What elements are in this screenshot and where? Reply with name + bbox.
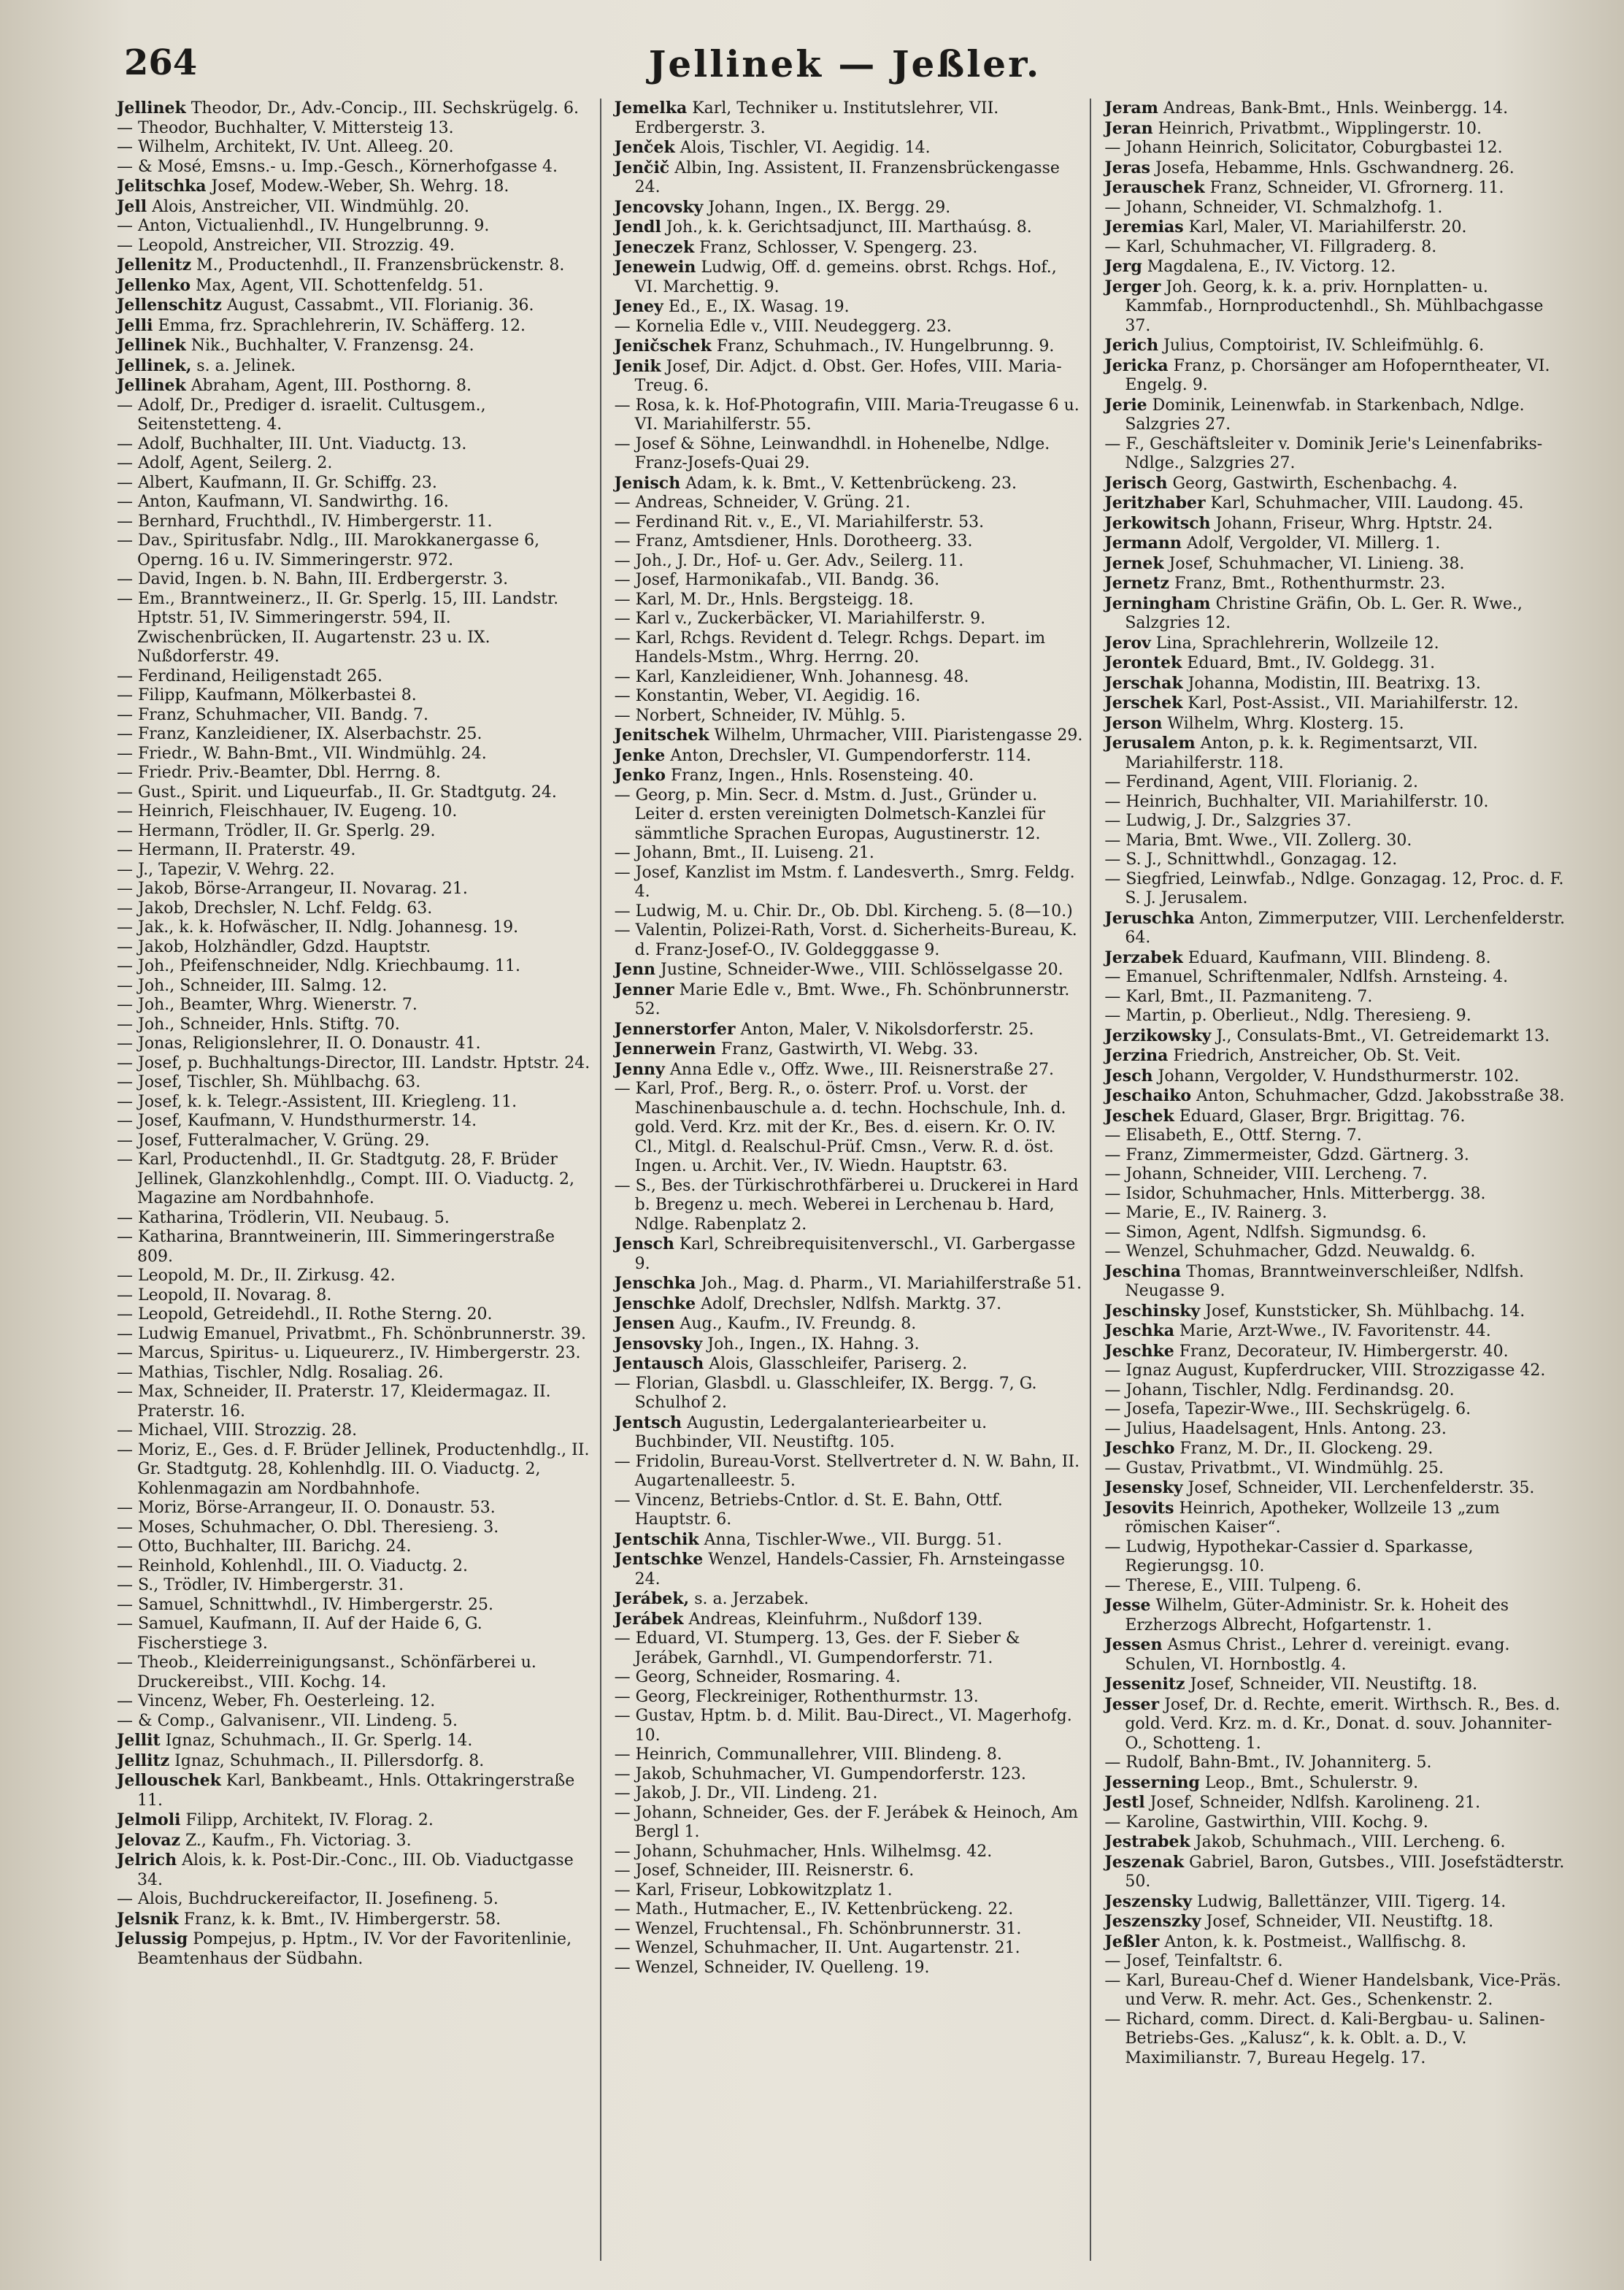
directory-entry: Jentausch Alois, Glasschleifer, Pariserg. 2. (614, 1354, 968, 1373)
directory-entry: Jesserning Leop., Bmt., Schulerstr. 9. (1104, 1772, 1419, 1792)
directory-entry: Jellinek Theodor, Dr., Adv.-Concip., III. Sechskrügelg. 6. (117, 99, 579, 118)
directory-entry: — Jakob, Schuhmacher, VI. Gumpendorferstr. 123. (614, 1764, 1026, 1783)
directory-entry: — Georg, Fleckreiniger, Rothenthurmstr. 13. (614, 1687, 979, 1706)
directory-entry: Jelussig Pompejus, p. Hptm., IV. Vor der Favoritenlinie, Beamtenhaus der Südbahn. (117, 1929, 572, 1968)
directory-entry: — Franz, Schuhmacher, VII. Bandg. 7. (117, 705, 428, 724)
directory-entry: — Konstantin, Weber, VI. Aegidig. 16. (614, 687, 921, 705)
directory-entry: Jesch Johann, Vergolder, V. Hundsthurmerstr. 102. (1104, 1066, 1520, 1086)
directory-entry: — S., Trödler, IV. Himbergerstr. 31. (117, 1576, 404, 1594)
directory-entry: — Ludwig Emanuel, Privatbmt., Fh. Schönbrunnerstr. 39. (117, 1324, 586, 1343)
directory-entry: Jesensky Josef, Schneider, VII. Lerchenfelderstr. 35. (1104, 1478, 1535, 1497)
directory-entry: Jelli Emma, frz. Sprachlehrerin, IV. Schäfferg. 12. (117, 315, 526, 335)
directory-entry: — Samuel, Kaufmann, II. Auf der Haide 6, G. Fischerstiege 3. (117, 1615, 482, 1653)
directory-entry: — Isidor, Schuhmacher, Hnls. Mitterbergg. 38. (1104, 1184, 1486, 1203)
directory-entry: Jerningham Christine Gräfin, Ob. L. Ger. R. Wwe., Salzgries 12. (1104, 593, 1523, 632)
directory-entry: — Wilhelm, Architekt, IV. Unt. Alleeg. 20. (117, 138, 454, 156)
directory-entry: — Josef, Tischler, Sh. Mühlbachg. 63. (117, 1073, 421, 1091)
directory-entry: — Simon, Agent, Ndlfsh. Sigmundsg. 6. (1104, 1223, 1427, 1242)
directory-entry: — Josef, p. Buchhaltungs-Director, III. Landstr. Hptstr. 24. (117, 1053, 590, 1072)
directory-entry: — Siegfried, Leinwfab., Ndlge. Gonzagag. 12, Proc. d. F. S. J. Jerusalem. (1104, 869, 1564, 907)
directory-entry: — Heinrich, Fleischhauer, IV. Eugeng. 10. (117, 802, 458, 821)
directory-entry: — Gustav, Hptm. b. d. Milit. Bau-Direct., VI. Magerhofg. 10. (614, 1707, 1072, 1745)
directory-entry: Jeram Andreas, Bank-Bmt., Hnls. Weinbergg. 14. (1104, 99, 1509, 118)
directory-entry: Jerzabek Eduard, Kaufmann, VIII. Blindeng. 8. (1104, 948, 1491, 967)
directory-entry: Jesse Wilhelm, Güter-Administr. Sr. k. Hoheit des Erzherzogs Albrecht, Hofgartenstr. 1. (1104, 1596, 1509, 1634)
directory-entry: Jerkowitsch Johann, Friseur, Whrg. Hptstr. 24. (1104, 513, 1493, 533)
directory-entry: — Josef, Harmonikafab., VII. Bandg. 36. (614, 571, 940, 589)
directory-entry: — Theob., Kleiderreinigungsanst., Schönfärberei u. Druckereibst., VIII. Kochg. 14. (117, 1653, 536, 1691)
directory-entry: Jemelka Karl, Techniker u. Institutslehrer, VII. Erdbergerstr. 3. (614, 99, 999, 137)
directory-entry: — Rosa, k. k. Hof-Photografin, VIII. Maria-Treugasse 6 u. VI. Mariahilferstr. 55. (614, 396, 1080, 434)
directory-entry: Jenke Anton, Drechsler, VI. Gumpendorferstr. 114. (614, 745, 1031, 765)
directory-entry: — Joh., Schneider, Hnls. Stiftg. 70. (117, 1015, 400, 1034)
directory-entry: Jenček Alois, Tischler, VI. Aegidig. 14. (614, 138, 931, 157)
directory-entry: — Alois, Buchdruckereifactor, II. Josefineng. 5. (117, 1890, 499, 1908)
directory-entry: — Reinhold, Kohlenhdl., III. O. Viaductg. 2. (117, 1556, 468, 1575)
directory-entry: — Karl, M. Dr., Hnls. Bergsteigg. 18. (614, 590, 914, 609)
directory-entry: Jerusalem Anton, p. k. k. Regimentsarzt, VII. Mariahilferstr. 118. (1104, 734, 1478, 772)
directory-entry: — Ferdinand, Heiligenstadt 265. (117, 666, 382, 685)
directory-entry: Jeneczek Franz, Schlosser, V. Spengerg. 23. (614, 237, 978, 257)
directory-columns (109, 99, 1580, 2261)
directory-entry: — Jakob, Holzhändler, Gdzd. Hauptstr. (117, 937, 431, 956)
directory-entry: Jensovsky Joh., Ingen., IX. Hahng. 3. (614, 1334, 920, 1353)
directory-entry: Jeschek Eduard, Glaser, Brgr. Brigittag. 76. (1104, 1106, 1466, 1126)
directory-entry: Jentsch Augustin, Ledergalanteriearbeiter u. Buchbinder, VII. Neustiftg. 105. (614, 1413, 988, 1451)
directory-entry: — Friedr., W. Bahn-Bmt., VII. Windmühlg. 24. (117, 744, 487, 763)
directory-entry: Jerich Julius, Comptoirist, IV. Schleifmühlg. 6. (1104, 336, 1485, 355)
directory-entry: — Eduard, VI. Stumperg. 13, Ges. der F. Sieber & Jerábek, Garnhdl., VI. Gumpendorferstr. 71. (614, 1629, 1020, 1667)
directory-entry: Jernetz Franz, Bmt., Rothenthurmstr. 23. (1104, 574, 1446, 593)
directory-entry: — Johann Heinrich, Solicitator, Coburgbastei 12. (1104, 139, 1503, 157)
directory-entry: Jellinek, s. a. Jelinek. (117, 356, 296, 375)
directory-entry: — Georg, Schneider, Rosmaring. 4. (614, 1668, 901, 1686)
directory-entry: — Johann, Tischler, Ndlg. Ferdinandsg. 20. (1104, 1380, 1455, 1399)
directory-entry: — Ferdinand Rit. v., E., VI. Mariahilferstr. 53. (614, 512, 985, 531)
directory-entry: — Karl, Bmt., II. Pazmaniteng. 7. (1104, 987, 1373, 1006)
directory-entry: Jerábek, s. a. Jerzabek. (614, 1589, 809, 1608)
directory-entry: — Karl v., Zuckerbäcker, VI. Mariahilferstr. 9. (614, 610, 986, 628)
directory-entry: Jentschik Anna, Tischler-Wwe., VII. Burgg. 51. (614, 1529, 1002, 1549)
directory-entry: — Karl, Kanzleidiener, Wnh. Johannesg. 48. (614, 667, 969, 686)
directory-entry: — Hermann, II. Praterstr. 49. (117, 841, 356, 859)
directory-entry: — Adolf, Dr., Prediger d. israelit. Cultusgem., Seitenstetteng. 4. (117, 396, 486, 434)
directory-entry: Jeschke Franz, Decorateur, IV. Himbergerstr. 40. (1104, 1341, 1509, 1361)
directory-entry: Jeruschka Anton, Zimmerputzer, VIII. Lerchenfelderstr. 64. (1104, 908, 1566, 947)
directory-entry: Jenisch Adam, k. k. Bmt., V. Kettenbrückeng. 23. (614, 473, 1017, 493)
directory-entry: Jenny Anna Edle v., Offz. Wwe., III. Reisnerstraße 27. (614, 1059, 1054, 1079)
directory-entry: — Franz, Zimmermeister, Gdzd. Gärtnerg. 3. (1104, 1145, 1469, 1164)
directory-entry: Jelitschka Josef, Modew.-Weber, Sh. Wehrg. 18. (117, 177, 509, 196)
directory-entry: Jensen Aug., Kaufm., IV. Freundg. 8. (614, 1314, 917, 1333)
directory-entry: Jerzina Friedrich, Anstreicher, Ob. St. Veit. (1104, 1046, 1461, 1065)
directory-entry: Jerontek Eduard, Bmt., IV. Goldegg. 31. (1104, 653, 1436, 672)
directory-entry: — Josefa, Tapezir-Wwe., III. Sechskrügelg. 6. (1104, 1400, 1471, 1418)
column-2 (600, 99, 1090, 2261)
directory-entry: — Max, Schneider, II. Praterstr. 17, Kleidermagaz. II. Praterstr. 16. (117, 1383, 551, 1421)
directory-entry: — Marcus, Spiritus- u. Liqueurerz., IV. Himbergerstr. 23. (117, 1344, 581, 1362)
directory-entry: Jellinek Abraham, Agent, III. Posthorng. 8. (117, 376, 472, 395)
directory-entry: Jennerstorfer Anton, Maler, V. Nikolsdorferstr. 25. (614, 1019, 1034, 1039)
directory-entry: Jeschka Marie, Arzt-Wwe., IV. Favoritenstr. 44. (1104, 1321, 1491, 1340)
directory-entry: — Josef, Kanzlist im Mstm. f. Landesverth., Smrg. Feldg. 4. (614, 863, 1075, 901)
directory-entry: Jerschek Karl, Post-Assist., VII. Mariahilferstr. 12. (1104, 693, 1519, 712)
directory-entry: Jelovaz Z., Kaufm., Fh. Victoriag. 3. (117, 1830, 412, 1850)
directory-entry: — Gustav, Privatbmt., VI. Windmühlg. 25. (1104, 1459, 1444, 1478)
directory-entry: — Wenzel, Fruchtensal., Fh. Schönbrunnerstr. 31. (614, 1919, 1022, 1938)
directory-entry: — Math., Hutmacher, E., IV. Kettenbrückeng. 22. (614, 1900, 1014, 1918)
directory-entry: — Vincenz, Weber, Fh. Oesterleing. 12. (117, 1692, 436, 1710)
column-1 (109, 99, 600, 2261)
directory-entry: Jenitschek Wilhelm, Uhrmacher, VIII. Piaristengasse 29. (614, 726, 1083, 745)
directory-entry: — Karl, Productenhdl., II. Gr. Stadtgutg. 28, F. Brüder Jellinek, Glanzkohlenhdlg., Compt. III. O. Viaductg. 2, Magazine am Nordbahnhofe. (117, 1150, 575, 1207)
directory-entry: — Richard, comm. Direct. d. Kali-Bergbau- u. Salinen-Betriebs-Ges. „Kalusz“, k. k. Oblt. a. D., V. Maximilianstr. 7, Bureau Hegelg. 17. (1104, 2010, 1545, 2067)
page-number: 264 (124, 42, 198, 83)
directory-entry: Jentschke Wenzel, Handels-Cassier, Fh. Arnsteingasse 24. (614, 1550, 1066, 1588)
directory-entry: — Josef, Futteralmacher, V. Grüng. 29. (117, 1131, 430, 1150)
directory-entry: Jerzikowsky J., Consulats-Bmt., VI. Getreidemarkt 13. (1104, 1026, 1550, 1045)
directory-entry: — Elisabeth, E., Ottf. Sterng. 7. (1104, 1126, 1362, 1145)
directory-entry: Jerauschek Franz, Schneider, VI. Gfrornerg. 11. (1104, 178, 1504, 197)
directory-entry: Jellenschitz August, Cassabmt., VII. Florianig. 36. (117, 296, 534, 315)
directory-entry: — S. J., Schnittwhdl., Gonzagag. 12. (1104, 850, 1398, 869)
directory-entry: — Rudolf, Bahn-Bmt., IV. Johanniterg. 5. (1104, 1753, 1432, 1772)
directory-entry: — Wenzel, Schuhmacher, II. Unt. Augartenstr. 21. (614, 1939, 1020, 1957)
directory-entry: — Joh., Schneider, III. Salmg. 12. (117, 976, 388, 995)
directory-entry: — Em., Branntweinerz., II. Gr. Sperlg. 15, III. Landstr. Hptstr. 51, IV. Simmeringerstr. 594, II. Zwischenbrücken, II. Augartenstr. 23 u. IX. Nußdorferstr. 49. (117, 589, 559, 666)
directory-entry: — Emanuel, Schriftenmaler, Ndlfsh. Arnsteing. 4. (1104, 968, 1509, 986)
directory-entry: — Fridolin, Bureau-Vorst. Stellvertreter d. N. W. Bahn, II. Augartenalleestr. 5. (614, 1452, 1080, 1490)
directory-entry: — Dav., Spiritusfabr. Ndlg., III. Marokkanergasse 6, Operng. 16 u. IV. Simmeringerstr. 972. (117, 531, 540, 569)
directory-entry: Jerisch Georg, Gastwirth, Eschenbachg. 4. (1104, 473, 1458, 493)
directory-entry: — Ludwig, Hypothekar-Cassier d. Sparkasse, Regierungsg. 10. (1104, 1537, 1474, 1575)
directory-entry: — Heinrich, Buchhalter, VII. Mariahilferstr. 10. (1104, 792, 1489, 811)
directory-entry: — Ludwig, J. Dr., Salzgries 37. (1104, 812, 1352, 830)
directory-entry: Jeran Heinrich, Privatbmt., Wipplingerstr. 10. (1104, 118, 1482, 138)
directory-entry: — Filipp, Kaufmann, Mölkerbastei 8. (117, 686, 417, 704)
directory-entry: Jeras Josefa, Hebamme, Hnls. Gschwandnerg. 26. (1104, 158, 1515, 177)
directory-entry: — Wenzel, Schuhmacher, Gdzd. Neuwaldg. 6. (1104, 1242, 1476, 1261)
directory-entry: — Kornelia Edle v., VIII. Neudeggerg. 23. (614, 317, 952, 336)
directory-entry: — Martin, p. Oberlieut., Ndlg. Theresieng. 9. (1104, 1007, 1471, 1025)
directory-entry: — S., Bes. der Türkischrothfärberei u. Druckerei in Hard b. Bregenz u. mech. Weberei in Lerchenau b. Hard, Ndlge. Rabenplatz 2. (614, 1176, 1079, 1234)
directory-entry: — Ferdinand, Agent, VIII. Florianig. 2. (1104, 773, 1418, 791)
directory-entry: — Moriz, Börse-Arrangeur, II. O. Donaustr. 53. (117, 1499, 496, 1517)
directory-entry: Jeszensky Ludwig, Ballettänzer, VIII. Tigerg. 14. (1104, 1891, 1506, 1911)
directory-entry: — Franz, Kanzleidiener, IX. Alserbachstr. 25. (117, 725, 482, 743)
directory-entry: Jell Alois, Anstreicher, VII. Windmühlg. 20. (117, 196, 470, 216)
directory-entry: Jeschina Thomas, Branntweinverschleißer, Ndlfsh. Neugasse 9. (1104, 1261, 1525, 1300)
directory-entry: — Otto, Buchhalter, III. Barichg. 24. (117, 1537, 412, 1556)
directory-entry: Jellouschek Karl, Bankbeamt., Hnls. Ottakringerstraße 11. (117, 1771, 575, 1810)
directory-entry: — Valentin, Polizei-Rath, Vorst. d. Sicherheits-Bureau, K. d. Franz-Josef-O., IV. Goldegggasse 9. (614, 921, 1077, 959)
directory-entry: — Johann, Schneider, VIII. Lercheng. 7. (1104, 1165, 1428, 1183)
directory-entry: — Norbert, Schneider, IV. Mühlg. 5. (614, 706, 906, 725)
directory-entry: — Johann, Schuhmacher, Hnls. Wilhelmsg. 42. (614, 1842, 993, 1861)
directory-entry: — Anton, Victualienhdl., IV. Hungelbrunng. 9. (117, 217, 490, 235)
directory-entry: — Jakob, J. Dr., VII. Lindeng. 21. (614, 1784, 878, 1802)
directory-entry: — Joh., J. Dr., Hof- u. Ger. Adv., Seilerg. 11. (614, 551, 964, 570)
directory-entry: — & Mosé, Emsns.- u. Imp.-Gesch., Körnerhofgasse 4. (117, 157, 558, 176)
directory-entry: Jenschke Adolf, Drechsler, Ndlfsh. Marktg. 37. (614, 1294, 1002, 1313)
directory-entry: Jensch Karl, Schreibrequisitenverschl., VI. Garbergasse 9. (614, 1234, 1076, 1273)
directory-entry: — Ludwig, M. u. Chir. Dr., Ob. Dbl. Kircheng. 5. (8—10.) (614, 902, 1073, 921)
directory-entry: Jelsnik Franz, k. k. Bmt., IV. Himbergerstr. 58. (117, 1909, 501, 1929)
directory-entry: — Josef, Kaufmann, V. Hundsthurmerstr. 14. (117, 1112, 477, 1130)
directory-entry: Jenik Josef, Dir. Adjct. d. Obst. Ger. Hofes, VIII. Maria-Treug. 6. (614, 356, 1062, 395)
directory-entry: — Georg, p. Min. Secr. d. Mstm. d. Just., Gründer u. Leiter d. ersten vereinigten Dolmetsch-Kanzlei für sämmtliche Sprachen Europas, Augustinerstr. 12. (614, 785, 1046, 843)
directory-entry: — David, Ingen. b. N. Bahn, III. Erdbergerstr. 3. (117, 570, 509, 588)
directory-entry: — Joh., Pfeifenschneider, Ndlg. Kriechbaumg. 11. (117, 957, 520, 975)
directory-entry: — Karoline, Gastwirthin, VIII. Kochg. 9. (1104, 1813, 1428, 1832)
directory-entry: Jesser Josef, Dr. d. Rechte, emerit. Wirthsch. R., Bes. d. gold. Verd. Krz. m. d. Kr., Donat. d. souv. Johanniter-O., Schotteng. 1. (1104, 1694, 1560, 1753)
directory-entry: — Karl, Bureau-Chef d. Wiener Handelsbank, Vice-Präs. und Verw. R. mehr. Act. Ges., Schenkenstr. 2. (1104, 1971, 1561, 2009)
directory-entry: — Bernhard, Fruchthdl., IV. Himbergerstr. 11. (117, 512, 493, 531)
directory-entry: — Moriz, E., Ges. d. F. Brüder Jellinek, Productenhdlg., II. Gr. Stadtgutg. 28, Kohlenhdlg. III. O. Viaductg. 2, Kohlenmagazin am Nordbahnhofe. (117, 1440, 590, 1498)
directory-entry: — Leopold, Anstreicher, VII. Strozzig. 49. (117, 236, 455, 255)
directory-entry: — Karl, Prof., Berg. R., o. österr. Prof. u. Vorst. der Maschinenbauschule a. d. techn. Hochschule, Inh. d. gold. Verd. Krz. mit der Kr., Bes. d. eisern. Kr. O. IV. Cl., Mitgl. d. Realschul-Prüf. Cmsn., Verw. R. d. öst. Ingen. u. Archit. Ver., IV. Wiedn. Hauptstr. 63. (614, 1080, 1066, 1175)
directory-entry: — Jakob, Drechsler, N. Lchf. Feldg. 63. (117, 899, 433, 918)
directory-entry: — Samuel, Schnittwhdl., IV. Himbergerstr. 25. (117, 1595, 494, 1614)
directory-entry: — Theodor, Buchhalter, V. Mittersteig 13. (117, 118, 454, 137)
directory-entry: — Johann, Schneider, VI. Schmalzhofg. 1. (1104, 198, 1443, 217)
directory-entry: — Jak., k. k. Hofwäscher, II. Ndlg. Johannesg. 19. (117, 918, 519, 937)
directory-entry: — Josef & Söhne, Leinwandhdl. in Hohenelbe, Ndlge. Franz-Josefs-Quai 29. (614, 434, 1050, 472)
directory-entry: Jestrabek Jakob, Schuhmach., VIII. Lercheng. 6. (1104, 1832, 1506, 1851)
directory-entry: — Florian, Glasbdl. u. Glasschleifer, IX. Bergg. 7, G. Schulhof 2. (614, 1374, 1037, 1412)
directory-entry: Jenn Justine, Schneider-Wwe., VIII. Schlösselgasse 20. (614, 960, 1063, 979)
directory-entry: — Wenzel, Schneider, IV. Quelleng. 19. (614, 1958, 930, 1977)
directory-entry: — Ignaz August, Kupferdrucker, VIII. Strozzigasse 42. (1104, 1361, 1546, 1380)
directory-entry: Jellit Ignaz, Schuhmach., II. Gr. Sperlg. 14. (117, 1731, 473, 1750)
directory-entry: — Johann, Bmt., II. Luiseng. 21. (614, 844, 874, 862)
directory-entry: Jeney Ed., E., IX. Wasag. 19. (614, 297, 850, 316)
directory-entry: — Julius, Haadelsagent, Hnls. Antong. 23. (1104, 1419, 1447, 1438)
directory-entry: — Heinrich, Communallehrer, VIII. Blindeng. 8. (614, 1745, 1002, 1764)
running-head: Jellinek — Jeßler. (648, 42, 1042, 85)
directory-entry: Jestl Josef, Schneider, Ndlfsh. Karolineng. 21. (1104, 1793, 1481, 1812)
directory-entry: — Karl, Schuhmacher, VI. Fillgraderg. 8. (1104, 237, 1437, 256)
directory-entry: — Mathias, Tischler, Ndlg. Rosaliag. 26. (117, 1363, 444, 1382)
directory-entry: Jesovits Heinrich, Apotheker, Wollzeile 13 „zum römischen Kaiser“. (1104, 1498, 1500, 1537)
directory-entry: Jeremias Karl, Maler, VI. Mariahilferstr. 20. (1104, 218, 1467, 237)
directory-entry: — Gust., Spirit. und Liqueurfab., II. Gr. Stadtgutg. 24. (117, 783, 557, 802)
directory-entry: Jermann Adolf, Vergolder, VI. Millerg. 1. (1104, 534, 1441, 553)
directory-entry: Jenko Franz, Ingen., Hnls. Rosensteing. 40. (614, 766, 974, 785)
directory-entry: Jerger Joh. Georg, k. k. a. priv. Hornplatten- u. Kammfab., Hornproductenhdl., Sh. Mühlbachgasse 37. (1104, 277, 1544, 335)
directory-entry: — Andreas, Schneider, V. Grüng. 21. (614, 493, 911, 512)
directory-entry: Jernek Josef, Schuhmacher, VI. Linieng. 38. (1104, 553, 1465, 573)
directory-entry: — Vincenz, Betriebs-Cntlor. d. St. E. Bahn, Ottf. Hauptstr. 6. (614, 1491, 1003, 1529)
directory-entry: — Adolf, Agent, Seilerg. 2. (117, 454, 333, 472)
column-3 (1090, 99, 1580, 2261)
directory-entry: — Anton, Kaufmann, VI. Sandwirthg. 16. (117, 493, 449, 511)
directory-entry: — Karl, Friseur, Lobkowitzplatz 1. (614, 1880, 893, 1899)
directory-entry: Jenčič Albin, Ing. Assistent, II. Franzensbrückengasse 24. (614, 158, 1060, 196)
directory-entry: Jeritzhaber Karl, Schuhmacher, VIII. Laudong. 45. (1104, 493, 1524, 512)
directory-entry: Jerg Magdalena, E., IV. Victorg. 12. (1104, 257, 1396, 276)
directory-entry: — Marie, E., IV. Rainerg. 3. (1104, 1204, 1328, 1222)
directory-entry: Jessenitz Josef, Schneider, VII. Neustiftg. 18. (1104, 1675, 1478, 1694)
directory-entry: — J., Tapezir, V. Wehrg. 22. (117, 860, 335, 879)
directory-entry: — Katharina, Trödlerin, VII. Neubaug. 5. (117, 1208, 450, 1227)
directory-entry: Jericka Franz, p. Chorsänger am Hofoperntheater, VI. Engelg. 9. (1104, 356, 1550, 394)
directory-entry: — Jakob, Börse-Arrangeur, II. Novarag. 21. (117, 880, 468, 898)
directory-entry: Jerson Wilhelm, Whrg. Klosterg. 15. (1104, 713, 1404, 733)
directory-entry: — Leopold, Getreidehdl., II. Rothe Sterng. 20. (117, 1305, 493, 1323)
directory-entry: Jeszenak Gabriel, Baron, Gutsbes., VIII. Josefstädterstr. 50. (1104, 1852, 1565, 1891)
directory-entry: — Josef, Teinfaltstr. 6. (1104, 1952, 1283, 1970)
directory-entry: — Joh., Beamter, Whrg. Wienerstr. 7. (117, 996, 417, 1014)
directory-entry: Jennerwein Franz, Gastwirth, VI. Webg. 33. (614, 1040, 979, 1058)
directory-entry: Jeschaiko Anton, Schuhmacher, Gdzd. Jakobsstraße 38. (1104, 1086, 1565, 1105)
directory-entry: — Leopold, M. Dr., II. Zirkusg. 42. (117, 1267, 396, 1285)
directory-entry: — Friedr. Priv.-Beamter, Dbl. Herrng. 8. (117, 764, 441, 782)
directory-entry: Jencovsky Johann, Ingen., IX. Bergg. 29. (614, 197, 951, 217)
directory-entry: Jenewein Ludwig, Off. d. gemeins. obrst. Rchgs. Hof., VI. Marchettig. 9. (614, 258, 1057, 296)
directory-entry: Jelmoli Filipp, Architekt, IV. Florag. 2. (117, 1810, 434, 1829)
directory-entry: Jellenitz M., Productenhdl., II. Franzensbrückenstr. 8. (117, 255, 565, 274)
directory-entry: Jessen Asmus Christ., Lehrer d. vereinigt. evang. Schulen, VI. Hornbostlg. 4. (1104, 1635, 1510, 1674)
directory-entry: — Albert, Kaufmann, II. Gr. Schiffg. 23. (117, 473, 437, 492)
directory-entry: — Josef, k. k. Telegr.-Assistent, III. Kriegleng. 11. (117, 1092, 517, 1111)
directory-entry: Jendl Joh., k. k. Gerichtsadjunct, III. Marthaúsg. 8. (614, 218, 1032, 237)
directory-entry: — Therese, E., VIII. Tulpeng. 6. (1104, 1576, 1362, 1595)
directory-entry: — Karl, Rchgs. Revident d. Telegr. Rchgs. Depart. im Handels-Mstm., Whrg. Herrng. 20. (614, 629, 1046, 666)
directory-entry: — Michael, VIII. Strozzig. 28. (117, 1421, 358, 1440)
directory-entry: Jerábek Andreas, Kleinfuhrm., Nußdorf 139. (614, 1609, 983, 1629)
directory-entry: — Katharina, Branntweinerin, III. Simmeringerstraße 809. (117, 1228, 555, 1266)
directory-entry: Jelrich Alois, k. k. Post-Dir.-Conc., III. Ob. Viaductgasse 34. (117, 1851, 574, 1889)
directory-entry: — Hermann, Trödler, II. Gr. Sperlg. 29. (117, 821, 436, 840)
directory-entry: — Leopold, II. Novarag. 8. (117, 1286, 332, 1305)
directory-entry: Jellinek Nik., Buchhalter, V. Franzensg. 24. (117, 336, 474, 355)
directory-entry: Jeschinsky Josef, Kunststicker, Sh. Mühlbachg. 14. (1104, 1301, 1525, 1321)
directory-entry: — Moses, Schuhmacher, O. Dbl. Theresieng. 3. (117, 1518, 499, 1537)
directory-entry: Jeničschek Franz, Schuhmach., IV. Hungelbrunng. 9. (614, 337, 1055, 356)
directory-entry: Jerschak Johanna, Modistin, III. Beatrixg. 13. (1104, 673, 1481, 693)
directory-entry: — Josef, Schneider, III. Reisnerstr. 6. (614, 1861, 915, 1880)
directory-entry: — Adolf, Buchhalter, III. Unt. Viaductg. 13. (117, 434, 467, 453)
directory-entry: Jellenko Max, Agent, VII. Schottenfeldg. 51. (117, 275, 484, 295)
directory-entry: Jeschko Franz, M. Dr., II. Glockeng. 29. (1104, 1439, 1433, 1458)
directory-entry: — F., Geschäftsleiter v. Dominik Jerie's Leinenfabriks-Ndlge., Salzgries 27. (1104, 434, 1543, 472)
directory-entry: Jeszenszky Josef, Schneider, VII. Neustiftg. 18. (1104, 1912, 1494, 1931)
directory-entry: — & Comp., Galvanisenr., VII. Lindeng. 5. (117, 1711, 458, 1730)
directory-entry: — Johann, Schneider, Ges. der F. Jerábek & Heinoch, Am Bergl 1. (614, 1803, 1078, 1841)
directory-entry: Jeßler Anton, k. k. Postmeist., Wallfischg. 8. (1104, 1932, 1467, 1951)
directory-entry: Jenner Marie Edle v., Bmt. Wwe., Fh. Schönbrunnerstr. 52. (614, 980, 1070, 1018)
directory-entry: Jenschka Joh., Mag. d. Pharm., VI. Mariahilferstraße 51. (614, 1274, 1082, 1293)
directory-entry: Jellitz Ignaz, Schuhmach., II. Pillersdorfg. 8. (117, 1751, 485, 1770)
directory-entry: Jerie Dominik, Leinenwfab. in Starkenbach, Ndlge. Salzgries 27. (1104, 395, 1525, 434)
directory-entry: — Jonas, Religionslehrer, II. O. Donaustr. 41. (117, 1034, 481, 1053)
directory-entry: Jerov Lina, Sprachlehrerin, Wollzeile 12. (1104, 633, 1439, 653)
directory-entry: — Maria, Bmt. Wwe., VII. Zollerg. 30. (1104, 831, 1412, 850)
directory-entry: — Franz, Amtsdiener, Hnls. Dorotheerg. 33. (614, 532, 973, 550)
